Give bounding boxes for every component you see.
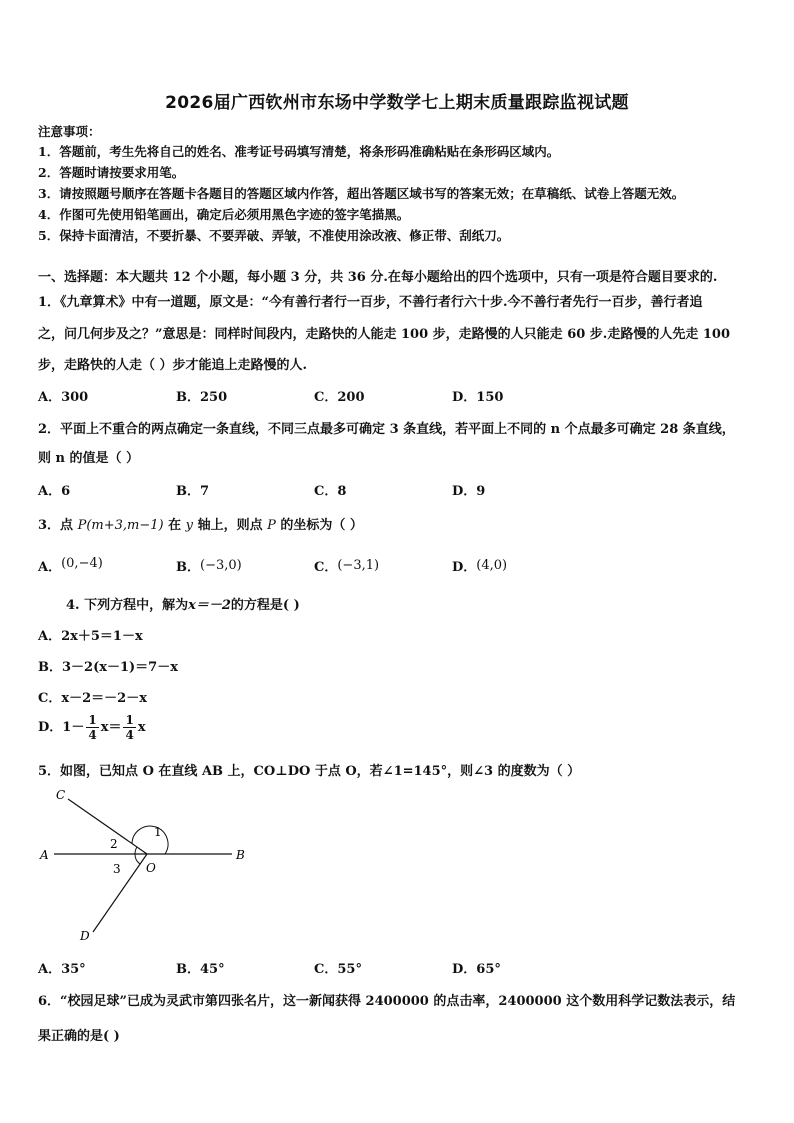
- fraction: [123, 713, 135, 742]
- q3-option-d: [452, 556, 507, 575]
- q1-option-a: A．300: [38, 390, 89, 405]
- q3-option-b: [176, 556, 242, 575]
- note-item: 2．答题时请按要求用笔。: [38, 165, 185, 180]
- q3-axis: y: [185, 518, 194, 533]
- q3-mid: 在: [168, 518, 182, 533]
- q2-option-d: D．9: [452, 484, 486, 499]
- fraction-denominator: 4: [88, 728, 97, 742]
- q4-d-mid: x＝: [100, 720, 122, 735]
- q3-point-expr: P(m+3,m−1): [77, 518, 164, 533]
- notes-heading: 注意事项：: [38, 124, 101, 139]
- q3-option-c: [314, 556, 379, 575]
- q3-suffix1: 轴上，则点: [197, 518, 263, 533]
- angle-3-arc: [135, 854, 140, 864]
- label-o: O: [146, 861, 156, 875]
- q3-suffix2: 的坐标为（ ）: [280, 518, 363, 533]
- fraction-numerator: 1: [88, 713, 97, 727]
- label-angle-3: 3: [113, 862, 121, 876]
- page-title: 2026届广西钦州市东场中学数学七上期末质量跟踪监视试题: [165, 93, 629, 113]
- q5-option-d: D．65°: [452, 962, 501, 977]
- label-d: D: [80, 929, 90, 943]
- q4-option-b: B．3－2(x－1)＝7－x: [38, 660, 178, 675]
- q4-stem: [66, 594, 300, 613]
- label-b: B: [236, 848, 245, 862]
- fraction: [86, 713, 98, 742]
- note-item: 4．作图可先使用铅笔画出，确定后必须用黑色字迹的签字笔描黑。: [38, 207, 410, 222]
- option-letter: B．: [176, 560, 200, 575]
- q5-option-b: B．45°: [176, 962, 225, 977]
- q5-option-c: C．55°: [314, 962, 362, 977]
- q2-line: 2．平面上不重合的两点确定一条直线，不同三点最多可确定 3 条直线，若平面上不同的 n 个点最多可确定 28 条直线，: [38, 422, 735, 437]
- q3-prefix: 3．点: [38, 518, 74, 533]
- q4-stem-pre: 4. 下列方程中，解为: [66, 598, 189, 613]
- q1-line: 1．《九章算术》中有一道题，原文是：“今有善行者行一百步，不善行者行六十步.今不善行者先行一百步，善行者追: [38, 295, 703, 310]
- q3-point-name: P: [267, 518, 276, 533]
- q4-option-d: [38, 713, 146, 742]
- ray-oc: [68, 799, 147, 854]
- q3-option-a-value: (0,−4): [61, 556, 103, 571]
- q3-stem: [38, 514, 363, 533]
- q3-option-b-value: (−3,0): [200, 558, 242, 573]
- note-item: 1．答题前，考生先将自己的姓名、准考证号码填写清楚，将条形码准确粘贴在条形码区域内。: [38, 144, 560, 159]
- angle-2-arc: [135, 847, 137, 854]
- q1-option-c: C．200: [314, 390, 365, 405]
- q4-stem-post: 的方程是( ): [230, 598, 300, 613]
- q2-line: 则 n 的值是（ ）: [38, 451, 140, 466]
- angle-1-arc: [132, 826, 168, 854]
- q6-line: 果正确的是( ): [38, 1029, 120, 1044]
- label-angle-2: 2: [110, 837, 118, 851]
- note-item: 5．保持卡面清洁，不要折暴、不要弄破、弄皱，不准使用涂改液、修正带、刮纸刀。: [38, 228, 510, 243]
- q1-line: 之，问几何步及之？”意思是：同样时间段内，走路快的人能走 100 步，走路慢的人只能走 60 步.走路慢的人先走 100: [38, 327, 730, 342]
- q3-option-d-value: (4,0): [476, 558, 508, 573]
- angle-figure: [36, 784, 266, 946]
- note-item: 3．请按照题号顺序在答题卡各题目的答题区域内作答，超出答题区域书写的答案无效；在草稿纸、试卷上答题无效。: [38, 186, 685, 201]
- q1-line: 步，走路快的人走（ ）步才能追上走路慢的人.: [38, 358, 308, 373]
- q4-d-pre: D．1－: [38, 720, 85, 735]
- label-a: A: [40, 848, 49, 862]
- q6-line: 6．“校园足球”已成为灵武市第四张名片，这一新闻获得 2400000 的点击率，2400000 这个数用科学记数法表示，结: [38, 994, 736, 1009]
- q4-d-post: x: [137, 720, 146, 735]
- option-letter: A．: [38, 560, 62, 575]
- q2-option-c: C．8: [314, 484, 347, 499]
- q4-option-a: A．2x＋5＝1－x: [38, 629, 143, 644]
- q1-option-d: D．150: [452, 390, 504, 405]
- q2-option-b: B．7: [176, 484, 210, 499]
- q5-option-a: A．35°: [38, 962, 86, 977]
- fraction-denominator: 4: [125, 728, 134, 742]
- q3-option-c-value: (−3,1): [337, 558, 380, 573]
- q5-stem: 5．如图，已知点 O 在直线 AB 上，CO⊥DO 于点 O，若∠1=145°，则∠3 的度数为（ ）: [38, 764, 581, 779]
- section-heading: 一、选择题：本大题共 12 个小题，每小题 3 分，共 36 分.在每小题给出的四个选项中，只有一项是符合题目要求的.: [38, 270, 718, 285]
- q3-option-a: [38, 556, 103, 575]
- q1-option-b: B．250: [176, 390, 228, 405]
- label-angle-1: 1: [154, 825, 162, 839]
- fraction-numerator: 1: [125, 713, 134, 727]
- q2-option-a: A．6: [38, 484, 71, 499]
- label-c: C: [56, 788, 66, 802]
- option-letter: D．: [452, 560, 477, 575]
- option-letter: C．: [314, 560, 338, 575]
- q4-stem-eq: x＝－2: [188, 598, 231, 613]
- q4-option-c: C．x－2＝－2－x: [38, 691, 147, 706]
